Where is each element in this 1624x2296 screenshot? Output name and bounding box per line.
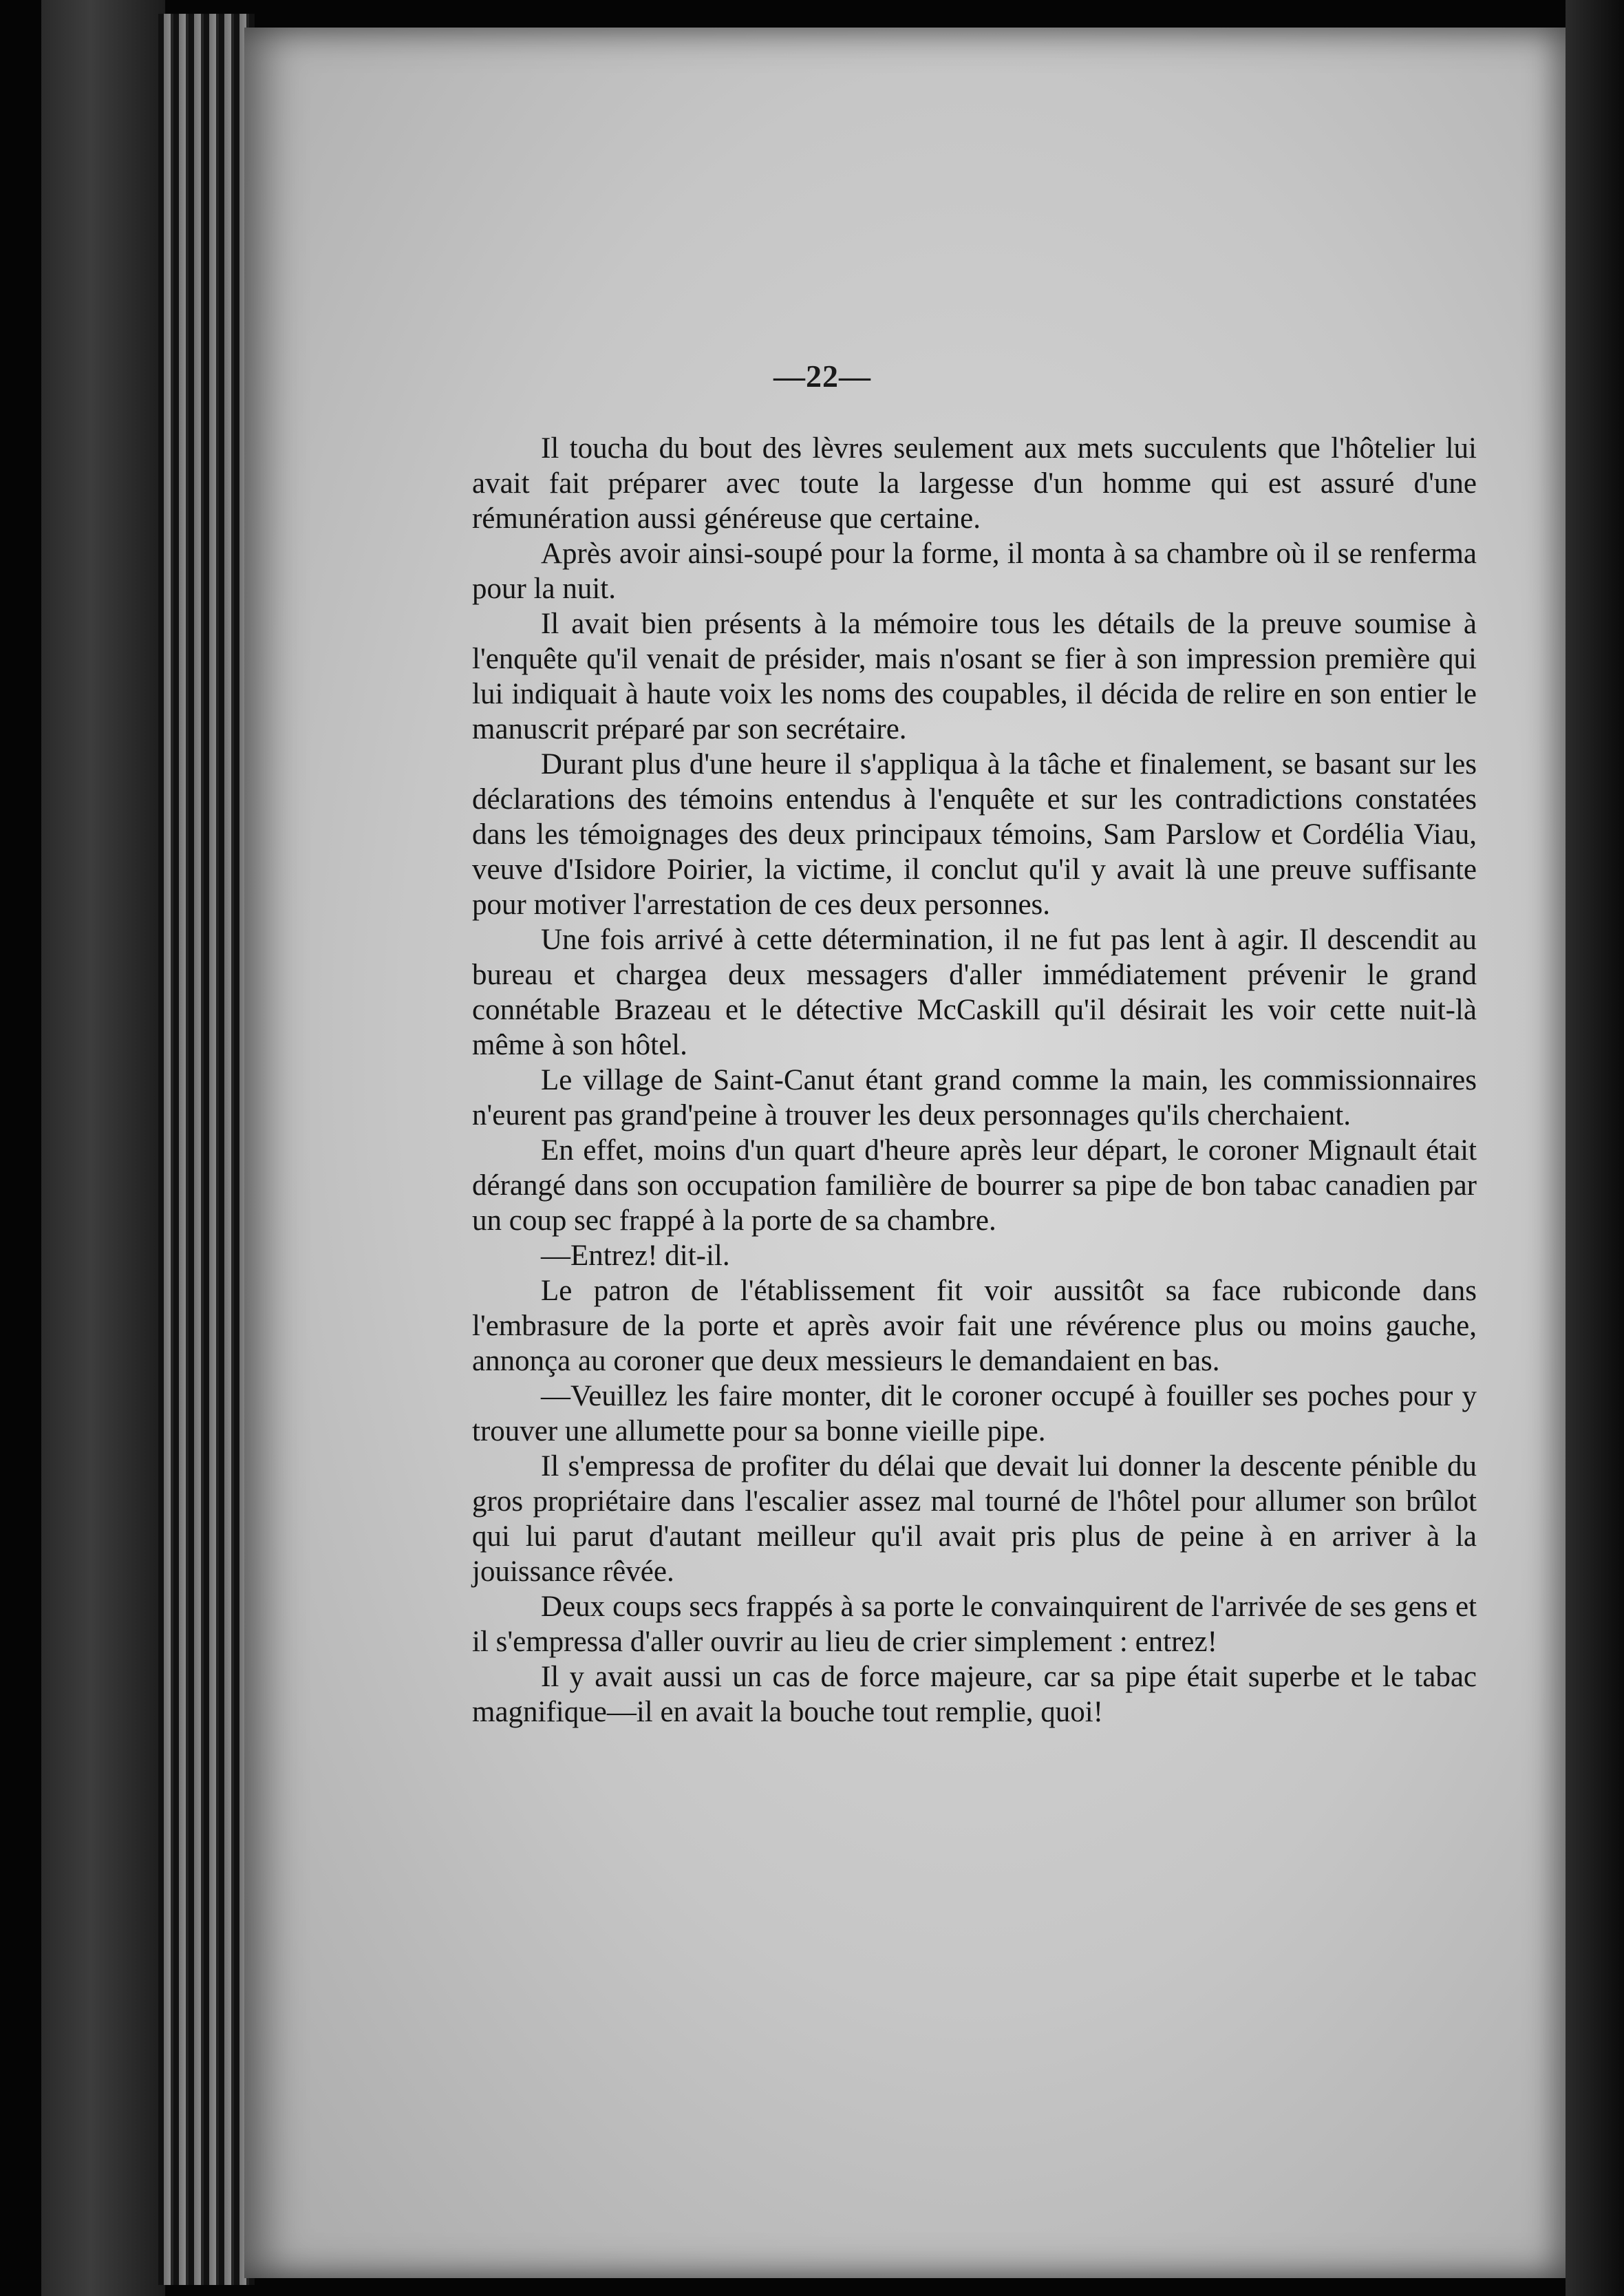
paragraph: Une fois arrivé à cette détermination, il ne fut pas lent à agir. Il descendit au bureau et chargea deux messagers d'aller immédiatement prévenir le grand connétable Brazeau et le détective McCaskill qu'il désirait les voir cette nuit-là même à son hôtel. [472, 924, 1477, 1061]
paragraph: Le patron de l'établissement fit voir aussitôt sa face rubiconde dans l'embrasure de la porte et après avoir fait une révérence plus ou moins gauche, annonça au coroner que deux messieurs le demandaient en bas. [472, 1275, 1477, 1377]
paragraph: Il toucha du bout des lèvres seulement aux mets succulents que l'hôtelier lui avait fait préparer avec toute la largesse d'un homme qui est assuré d'une rémunération aussi généreuse que certaine. [472, 432, 1477, 535]
paragraph: Deux coups secs frappés à sa porte le convainquirent de l'arrivée de ses gens et il s'empressa d'aller ouvrir au lieu de crier simplement : entrez! [472, 1591, 1477, 1658]
paragraph: —Entrez! dit-il. [541, 1240, 730, 1272]
paragraph: Durant plus d'une heure il s'appliqua à la tâche et finalement, se basant sur les déclarations des témoins entendus à l'enquête et sur les contradictions constatées dans les témoignages des deux principaux témoins, Sam Parslow et Cordélia Viau, veuve d'Isidore Poirier, la victime, il conclut qu'il y avait là une preuve suffisante pour motiver l'arrestation de ces deux personnes. [472, 748, 1477, 921]
paragraph: Il s'empressa de profiter du délai que devait lui donner la descente pénible du gros propriétaire dans l'escalier assez mal tourné de l'hôtel pour allumer son brûlot qui lui parut d'autant meilleur qu'il avait pris plus de peine à en arriver à la jouissance rêvée. [472, 1450, 1477, 1588]
paragraph: Le village de Saint-Canut étant grand comme la main, les commissionnaires n'eurent pas grand'peine à trouver les deux personnages qu'ils cherchaient. [472, 1064, 1477, 1131]
paragraph: En effet, moins d'un quart d'heure après leur départ, le coroner Mignault était dérangé dans son occupation familière de bourrer sa pipe de bon tabac canadien par un coup sec frappé à la porte de sa chambre. [472, 1134, 1477, 1237]
paragraph: Il y avait aussi un cas de force majeure, car sa pipe était superbe et le tabac magnifique—il en avait la bouche tout remplie, quoi! [472, 1661, 1477, 1728]
book-cover-edge [41, 0, 165, 2296]
scan-right-border [1566, 0, 1624, 2296]
paragraph: Il avait bien présents à la mémoire tous les détails de la preuve soumise à l'enquête qu'il venait de présider, mais n'osant se fier à son impression première qui lui indiquait à haute voix les noms des coupables, il décida de relire en son entier le manuscrit préparé par son secrétaire. [472, 608, 1477, 745]
page-leaves-stack [158, 14, 255, 2285]
page-text [472, 431, 1477, 1730]
paragraph: Après avoir ainsi-soupé pour la forme, il monta à sa chambre où il se renferma pour la nuit. [472, 538, 1477, 605]
paragraph: —Veuillez les faire monter, dit le coroner occupé à fouiller ses poches pour y trouver une allumette pour sa bonne vieille pipe. [472, 1380, 1477, 1447]
page-number: —22— [773, 359, 871, 394]
